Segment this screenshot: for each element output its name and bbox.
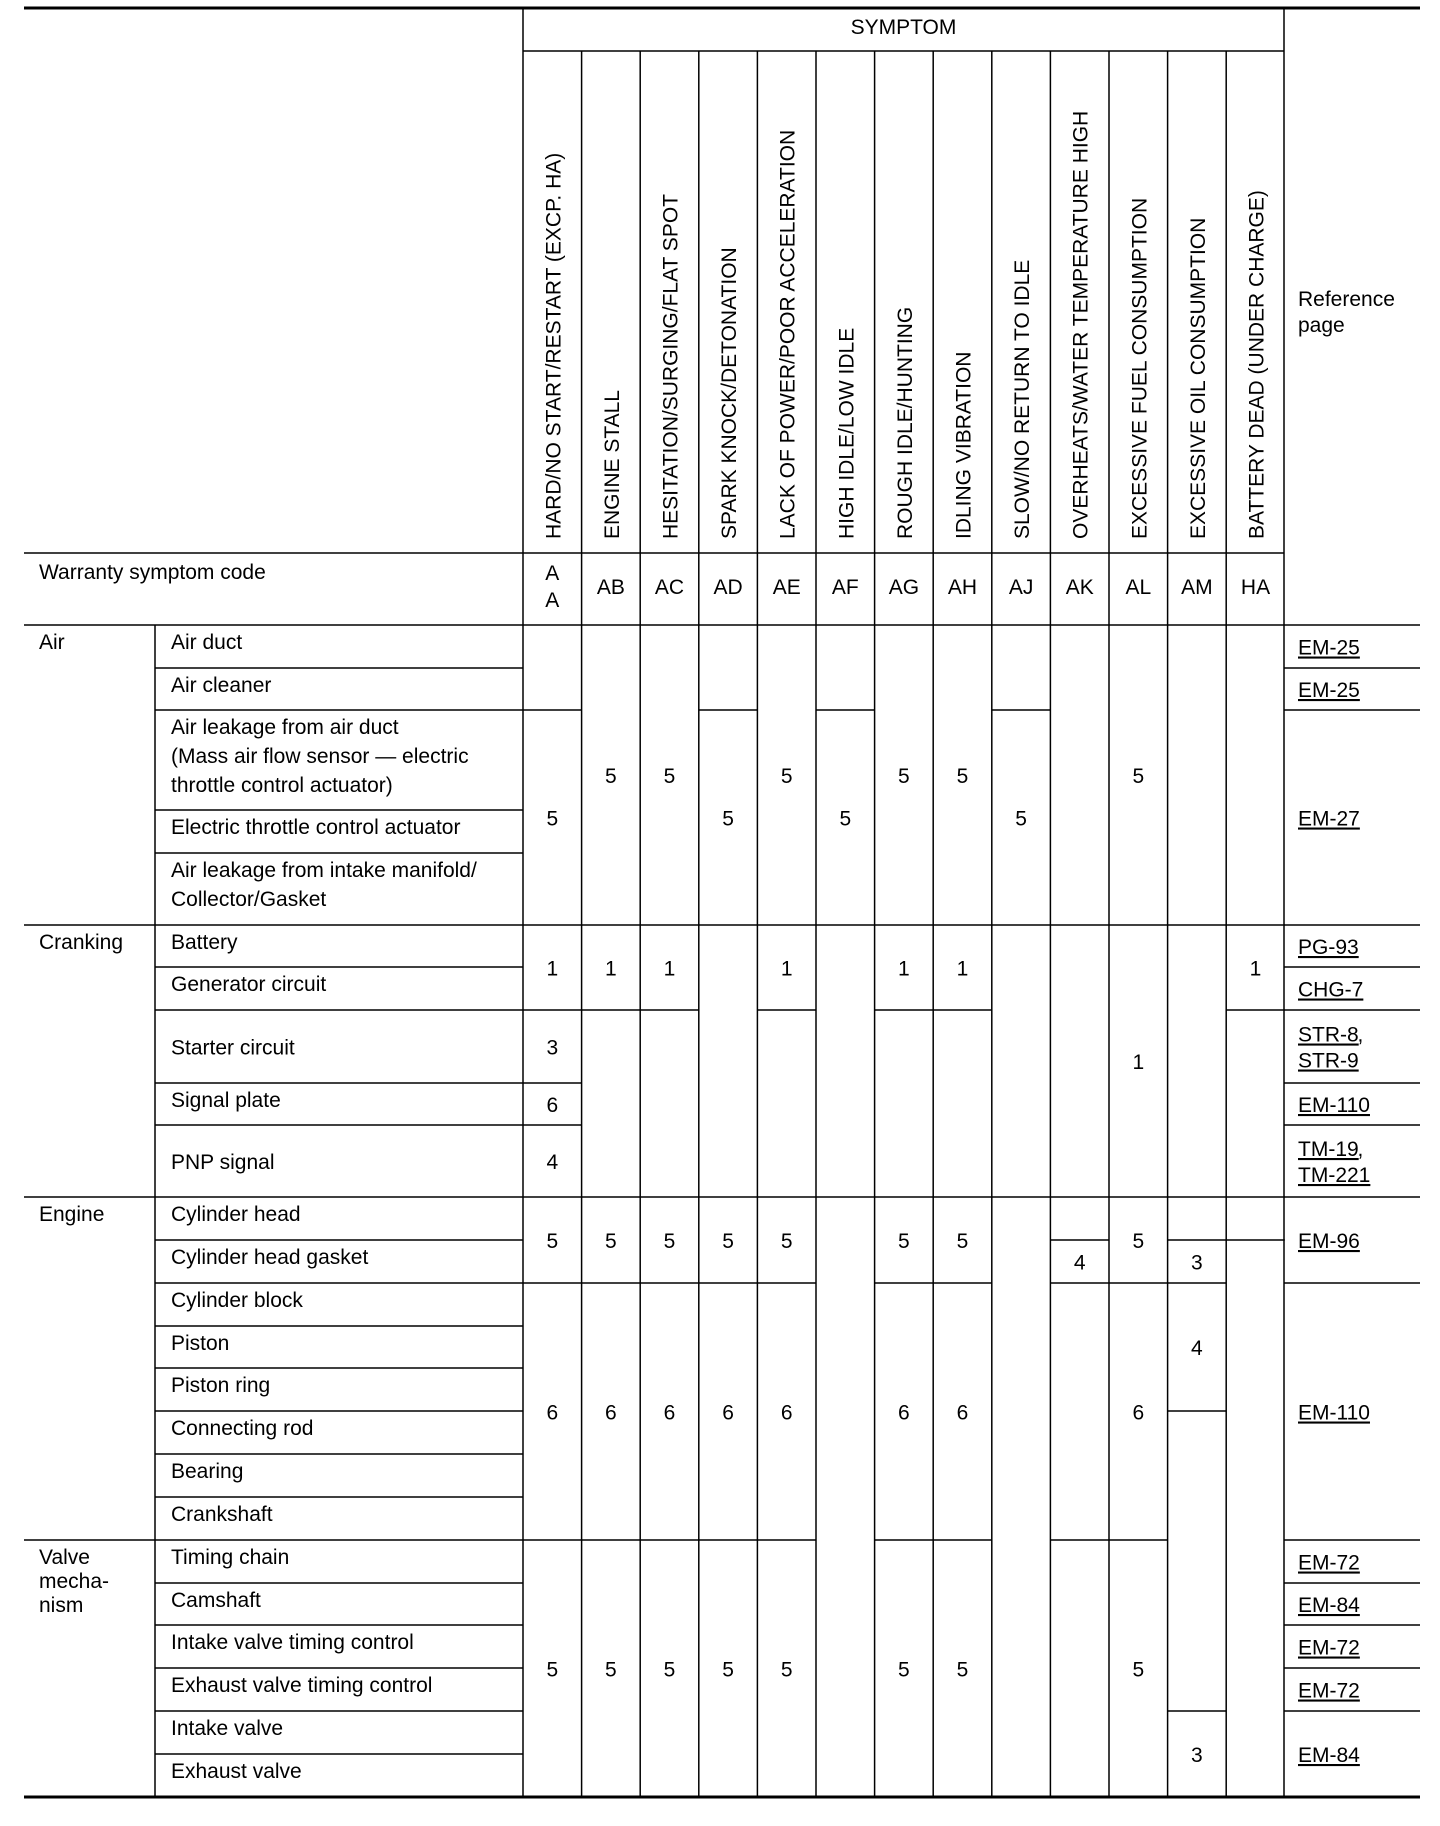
symptom-name: EXCESSIVE OIL CONSUMPTION	[1186, 217, 1210, 539]
priority-value: 1	[1132, 1051, 1145, 1074]
priority-value: 5	[1132, 1658, 1145, 1682]
item-label: Piston ring	[171, 1374, 271, 1397]
symptom-name: EXCESSIVE FUEL CONSUMPTION	[1128, 197, 1152, 539]
reference-link[interactable]: EM-72	[1298, 1551, 1360, 1575]
priority-value: 5	[1132, 1230, 1145, 1253]
reference-link[interactable]: EM-96	[1298, 1230, 1360, 1253]
priority-value: 5	[898, 1230, 910, 1253]
item-label: Camshaft	[171, 1589, 261, 1612]
group-label: nism	[39, 1594, 84, 1617]
reference-link[interactable]: EM-110	[1298, 1094, 1370, 1117]
warranty-code: A	[545, 562, 560, 585]
group-label: Valve	[39, 1546, 90, 1569]
warranty-code: AK	[1065, 576, 1094, 599]
reference-link[interactable]: EM-25	[1298, 679, 1360, 702]
reference-link[interactable]: EM-27	[1298, 807, 1360, 831]
priority-value: 5	[839, 807, 852, 831]
reference-link[interactable]: TM-19	[1298, 1138, 1359, 1161]
symptom-name: SPARK KNOCK/DETONATION	[718, 247, 742, 539]
warranty-code: AB	[596, 576, 625, 599]
priority-value: 5	[898, 765, 910, 788]
item-label: Intake valve	[171, 1717, 284, 1740]
reference-link[interactable]: EM-84	[1298, 1744, 1360, 1767]
item-label: PNP signal	[171, 1151, 275, 1174]
symptom-name: BATTERY DEAD (UNDER CHARGE)	[1245, 190, 1269, 539]
priority-value: 1	[605, 957, 617, 981]
priority-value: 6	[546, 1094, 559, 1117]
item-label: Generator circuit	[171, 973, 327, 996]
warranty-code: AL	[1125, 576, 1152, 599]
item-label: Cylinder block	[171, 1289, 303, 1312]
reference-link[interactable]: PG-93	[1298, 936, 1359, 959]
reference-link[interactable]: EM-110	[1298, 1401, 1370, 1425]
priority-value: 5	[663, 1658, 676, 1682]
priority-value: 5	[605, 1658, 617, 1682]
group-label: Air	[39, 631, 65, 654]
priority-value: 1	[546, 957, 559, 981]
warranty-code: AJ	[1008, 576, 1034, 599]
group-label: Cranking	[39, 931, 124, 954]
priority-value: 1	[780, 957, 793, 981]
reference-link[interactable]: EM-84	[1298, 1594, 1360, 1617]
priority-value: 5	[780, 1230, 793, 1253]
symptom-name: HARD/NO START/RESTART (EXCP. HA)	[542, 152, 566, 539]
item-label: Exhaust valve timing control	[171, 1674, 433, 1697]
priority-value: 5	[898, 1658, 910, 1682]
item-label: Air leakage from air duct	[171, 716, 399, 739]
reference-page-heading: page	[1298, 314, 1345, 337]
warranty-code: AC	[654, 576, 685, 599]
priority-value: 4	[1073, 1251, 1086, 1275]
priority-value: 1	[956, 957, 969, 981]
priority-value: 5	[956, 765, 969, 788]
symptom-name: HESITATION/SURGING/FLAT SPOT	[659, 194, 683, 539]
warranty-code: A	[545, 589, 560, 612]
priority-value: 5	[605, 1230, 617, 1253]
priority-value: 5	[546, 1658, 559, 1682]
priority-value: 3	[1191, 1744, 1203, 1767]
item-label: Cylinder head	[171, 1203, 301, 1226]
reference-link[interactable]: EM-25	[1298, 636, 1360, 660]
item-label: Air leakage from intake manifold/	[171, 859, 477, 882]
priority-value: 5	[722, 1230, 734, 1253]
priority-value: 5	[663, 765, 676, 788]
warranty-code: AD	[713, 576, 743, 599]
priority-value: 3	[1191, 1251, 1203, 1275]
group-label: Engine	[39, 1203, 105, 1226]
priority-value: 5	[956, 1230, 969, 1253]
reference-separator: ,	[1357, 1138, 1364, 1161]
item-label: Piston	[171, 1332, 230, 1355]
priority-value: 4	[1191, 1337, 1203, 1360]
reference-link[interactable]: STR-9	[1298, 1049, 1359, 1073]
item-label: Signal plate	[171, 1089, 281, 1112]
priority-value: 5	[722, 807, 734, 831]
warranty-code: AG	[888, 576, 920, 599]
priority-value: 6	[898, 1401, 910, 1425]
symptom-heading: SYMPTOM	[850, 16, 957, 39]
item-label: (Mass air flow sensor — electric	[171, 745, 469, 768]
symptom-name: LACK OF POWER/POOR ACCELERATION	[776, 129, 800, 539]
priority-value: 1	[1249, 957, 1262, 981]
priority-value: 4	[546, 1151, 559, 1174]
priority-value: 6	[1132, 1401, 1145, 1425]
item-label: Exhaust valve	[171, 1760, 302, 1783]
symptom-name: ENGINE STALL	[600, 390, 624, 539]
item-label: Connecting rod	[171, 1417, 314, 1440]
priority-value: 5	[956, 1658, 969, 1682]
reference-link[interactable]: EM-72	[1298, 1636, 1360, 1660]
priority-value: 5	[546, 1230, 559, 1253]
warranty-code: AF	[831, 576, 859, 599]
item-label: Bearing	[171, 1460, 244, 1483]
priority-value: 6	[956, 1401, 969, 1425]
priority-value: 6	[722, 1401, 734, 1425]
priority-value: 5	[1132, 765, 1145, 788]
reference-link[interactable]: CHG-7	[1298, 978, 1364, 1002]
reference-page-heading: Reference	[1298, 288, 1395, 311]
priority-value: 5	[663, 1230, 676, 1253]
symptom-name: IDLING VIBRATION	[952, 351, 976, 539]
reference-link[interactable]: STR-8	[1298, 1023, 1359, 1047]
item-label: Air duct	[171, 631, 243, 654]
item-label: Collector/Gasket	[171, 888, 327, 911]
item-label: Electric throttle control actuator	[171, 816, 461, 839]
warranty-code: AH	[947, 576, 978, 599]
reference-link[interactable]: EM-72	[1298, 1679, 1360, 1703]
reference-link[interactable]: TM-221	[1298, 1164, 1371, 1187]
item-label: Timing chain	[171, 1546, 290, 1569]
symptom-name: SLOW/NO RETURN TO IDLE	[1011, 259, 1035, 539]
warranty-code: AM	[1181, 576, 1213, 599]
priority-value: 1	[663, 957, 676, 981]
item-label: Crankshaft	[171, 1503, 273, 1526]
priority-value: 5	[780, 765, 793, 788]
priority-value: 6	[546, 1401, 559, 1425]
priority-value: 1	[898, 957, 910, 981]
priority-value: 5	[722, 1658, 734, 1682]
priority-value: 6	[780, 1401, 793, 1425]
symptom-name: HIGH IDLE/LOW IDLE	[835, 327, 859, 539]
warranty-code: HA	[1240, 576, 1271, 599]
priority-value: 5	[780, 1658, 793, 1682]
priority-value: 6	[605, 1401, 617, 1425]
reference-separator: ,	[1357, 1023, 1364, 1047]
item-label: Air cleaner	[171, 674, 272, 697]
priority-value: 5	[605, 765, 617, 788]
priority-value: 3	[546, 1036, 559, 1060]
priority-value: 6	[663, 1401, 676, 1425]
item-label: Battery	[171, 931, 238, 954]
item-label: throttle control actuator)	[171, 774, 393, 797]
warranty-code: AE	[772, 576, 801, 599]
group-label: mecha-	[39, 1570, 110, 1593]
warranty-code-label: Warranty symptom code	[39, 561, 266, 584]
item-label: Cylinder head gasket	[171, 1246, 369, 1269]
symptom-name: OVERHEATS/WATER TEMPERATURE HIGH	[1069, 110, 1093, 539]
table-text	[39, 16, 1395, 1783]
priority-value: 5	[1015, 807, 1027, 831]
item-label: Intake valve timing control	[171, 1631, 414, 1654]
priority-value: 5	[546, 807, 559, 831]
symptom-name: ROUGH IDLE/HUNTING	[893, 306, 917, 539]
item-label: Starter circuit	[171, 1036, 295, 1060]
